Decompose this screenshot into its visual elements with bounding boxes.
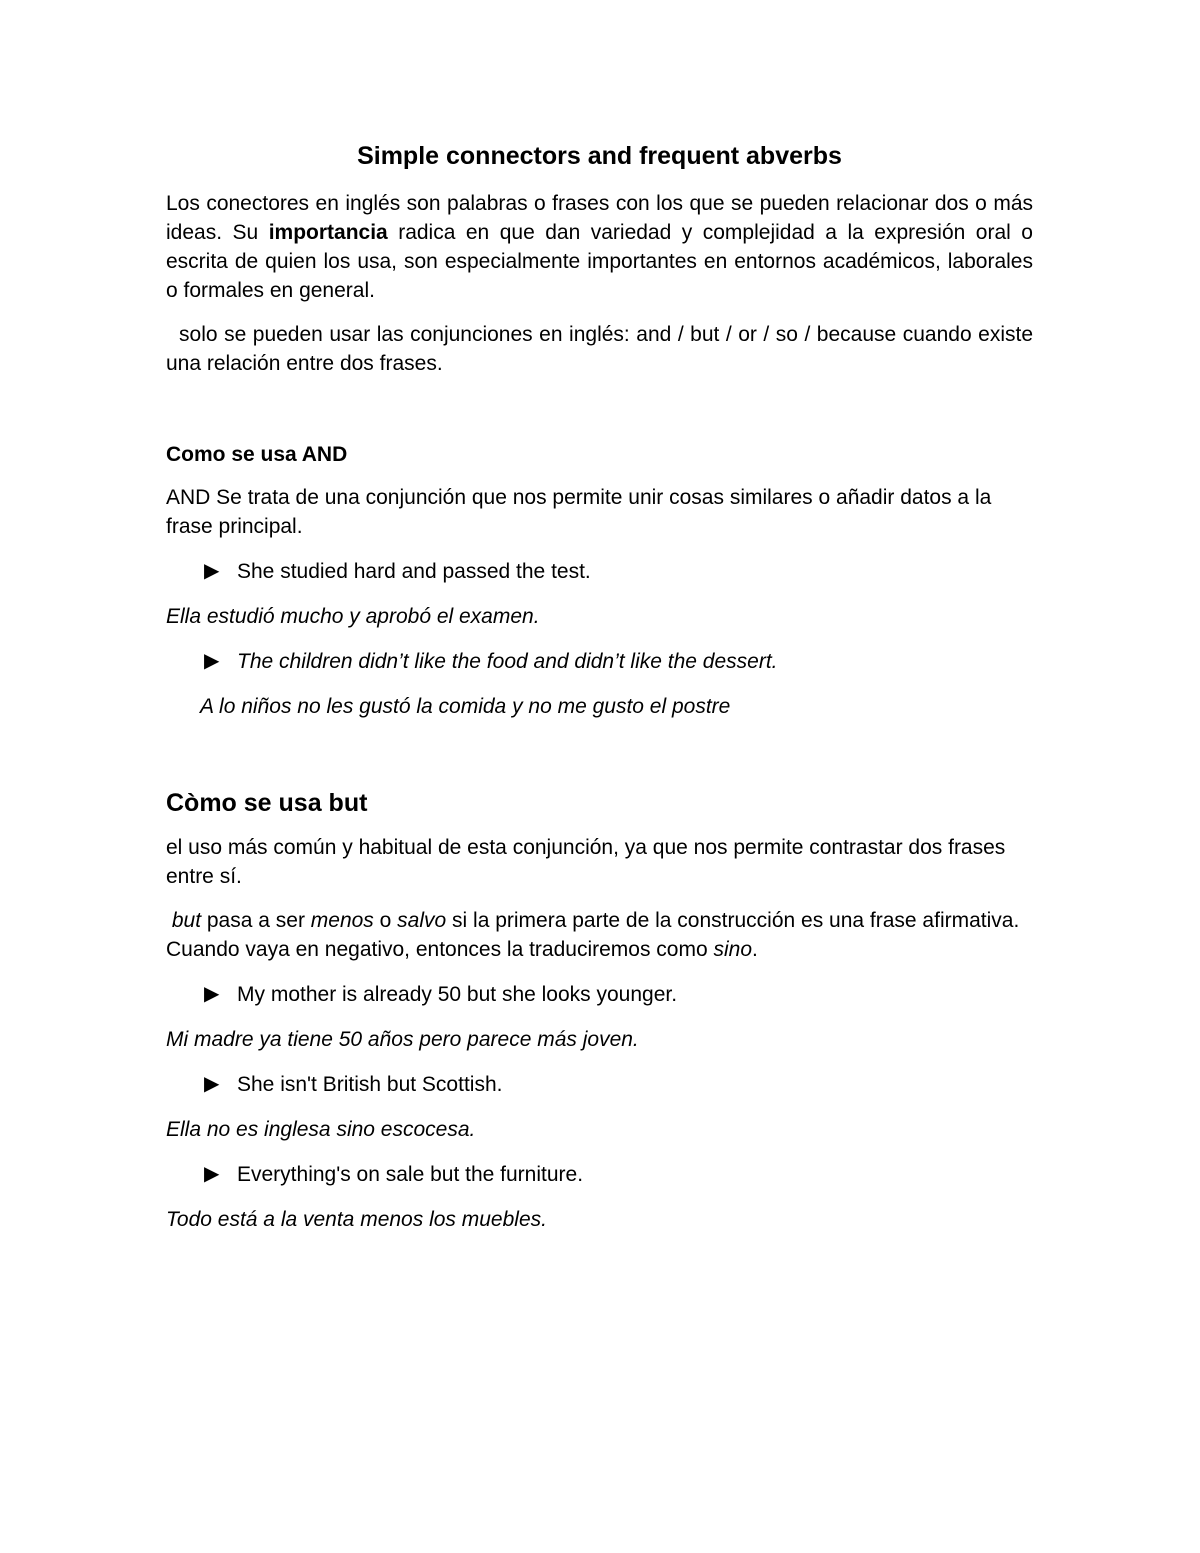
but-example-2 <box>166 1070 1033 1099</box>
intro-paragraph <box>166 189 1033 305</box>
document-page <box>166 140 1039 1234</box>
but-translation-1: Mi madre ya tiene 50 años pero parece más joven. <box>166 1028 639 1051</box>
and-translation-2: A lo niños no les gustó la comida y no me gusto el postre <box>200 695 731 718</box>
but-example-3-text: Everything's on sale but the furniture. <box>237 1163 584 1186</box>
but-usage-text-1: pasa a ser <box>201 909 311 932</box>
but-example-1 <box>166 980 1033 1009</box>
menos-word: menos <box>310 909 374 932</box>
play-arrow-icon: ▶ <box>204 650 220 672</box>
but-word: but <box>171 909 202 932</box>
document-title: Simple connectors and frequent abverbs <box>357 142 842 170</box>
sino-word: sino <box>713 938 753 961</box>
play-arrow-icon: ▶ <box>204 1163 220 1185</box>
solo-paragraph: solo se pueden usar las conjunciones en inglés: and / but / or / so / because cuando existe una relación entre dos frases. <box>166 323 1039 375</box>
but-usage-text-4: . <box>752 938 758 961</box>
play-arrow-icon: ▶ <box>204 983 220 1005</box>
play-arrow-icon: ▶ <box>204 1073 220 1095</box>
play-arrow-icon: ▶ <box>204 560 220 582</box>
salvo-word: salvo <box>397 909 447 932</box>
and-description: AND Se trata de una conjunción que nos permite unir cosas similares o añadir datos a la frase principal. <box>166 486 992 538</box>
but-heading: Còmo se usa but <box>166 789 368 817</box>
but-usage-text-2: o <box>373 909 398 932</box>
and-translation-1: Ella estudió mucho y aprobó el examen. <box>166 605 540 628</box>
intro-text-2: radica en que dan variedad y complejidad a la expresión oral o escrita de quien los usa, son especialmente importantes en entornos académicos, laborales o formales en general. <box>166 221 1033 302</box>
and-example-2-text: The children didn’t like the food and didn’t like the dessert. <box>237 650 778 673</box>
and-example-2 <box>166 647 1033 676</box>
but-translation-3: Todo está a la venta menos los muebles. <box>166 1208 547 1231</box>
but-example-3 <box>166 1160 1033 1189</box>
and-heading: Como se usa AND <box>166 443 348 466</box>
intro-bold-word: importancia <box>268 221 388 244</box>
but-example-2-text: She isn't British but Scottish. <box>237 1073 503 1096</box>
but-usage-text-3: si la primera parte de la construcción es una frase afirmativa. Cuando vaya en negativo, entonces la traduciremos como <box>166 909 1020 961</box>
but-description: el uso más común y habitual de esta conjunción, ya que nos permite contrastar dos frases entre sí. <box>166 836 1006 888</box>
intro-text-1: Los conectores en inglés son palabras o frases con los que se pueden relacionar dos o más ideas. Su <box>166 192 1033 244</box>
but-example-1-text: My mother is already 50 but she looks younger. <box>237 983 678 1006</box>
and-example-1-text: She studied hard and passed the test. <box>237 560 591 583</box>
but-usage-paragraph <box>166 906 1033 964</box>
and-example-1 <box>166 557 1033 586</box>
but-translation-2: Ella no es inglesa sino escocesa. <box>166 1118 476 1141</box>
